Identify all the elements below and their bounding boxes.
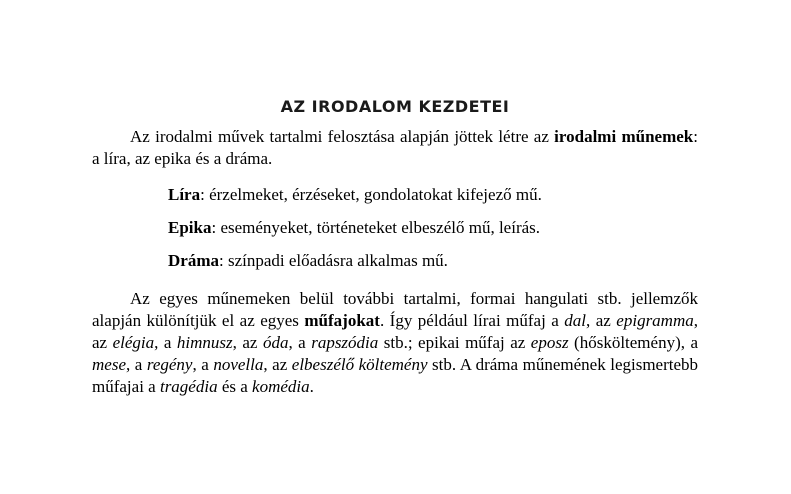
document-page [92, 96, 698, 398]
text-run: Az egyes műnemeken belül további tartalmi, formai hangulati stb. jellemzők alapján különítjük el az egyes [92, 289, 698, 330]
text-run: , a [125, 355, 147, 374]
definition-list [168, 184, 698, 272]
definition-term: Epika [168, 218, 212, 237]
genre-term: rapszódia [311, 333, 379, 352]
text-run: . [309, 377, 314, 396]
text-run: , az [92, 311, 698, 352]
genre-term: óda [262, 333, 289, 352]
bold-term: műfajokat [304, 311, 380, 330]
genre-term: tragédia [159, 377, 218, 396]
text-run: és a [217, 377, 253, 396]
genres-paragraph [92, 288, 698, 398]
text-run: , a [192, 355, 214, 374]
genre-term: dal [564, 311, 587, 330]
text-run: , a [288, 333, 312, 352]
text-run: stb.; epikai műfaj az [378, 333, 531, 352]
intro-bold-term: irodalmi műnemek [554, 127, 694, 146]
definition-term: Dráma [168, 251, 219, 270]
text-run: , az [263, 355, 292, 374]
definition-epika [168, 217, 698, 239]
definition-lira [168, 184, 698, 206]
definition-drama [168, 250, 698, 272]
text-run: stb. A dráma műnemének legismertebb műfajai a [92, 355, 699, 396]
definition-term: Líra [168, 185, 201, 204]
intro-text-1: Az irodalmi művek tartalmi felosztása alapján jöttek létre az [130, 127, 555, 146]
genre-term: regény [146, 355, 193, 374]
definition-text: : érzelmeket, érzéseket, gondolatokat kifejező mű. [200, 185, 542, 204]
page-title: AZ IRODALOM KEZDETEI [280, 97, 510, 116]
text-run: , az [586, 311, 617, 330]
genre-term: mese [92, 355, 126, 374]
genre-term: komédia [252, 377, 310, 396]
text-run: , a [154, 333, 177, 352]
genre-term: eposz [530, 333, 569, 352]
genre-term: himnusz [176, 333, 233, 352]
genre-term: elégia [112, 333, 155, 352]
genre-term: elbeszélő költemény [291, 355, 428, 374]
intro-paragraph [92, 126, 698, 170]
text-run: . Így például lírai műfaj a [379, 311, 565, 330]
text-run: , az [232, 333, 263, 352]
text-run: (hősköltemény), a [568, 333, 699, 352]
genre-term: epigramma [616, 311, 694, 330]
definition-text: : színpadi előadásra alkalmas mű. [218, 251, 448, 270]
intro-text-2: : a líra, az epika és a dráma. [92, 127, 698, 168]
definition-text: : eseményeket, történeteket elbeszélő mű, leírás. [211, 218, 541, 237]
genre-term: novella [213, 355, 264, 374]
